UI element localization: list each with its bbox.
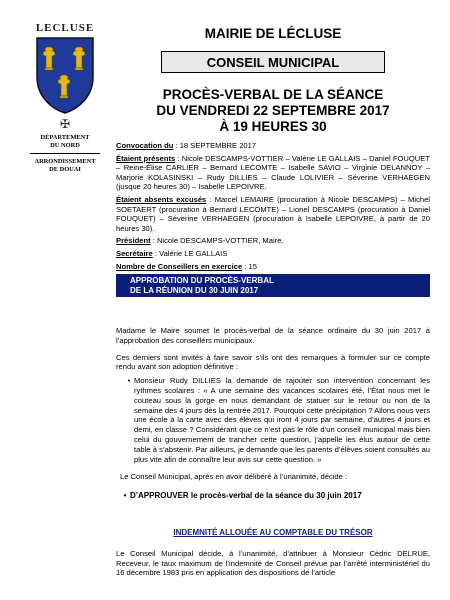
president: Président : Nicole DESCAMPS-VOTTIER, Maire. <box>116 236 284 246</box>
section-heading-approbation: APPROBATION DU PROCÈS-VERBAL DE LA RÉUNION DU 30 JUIN 2017 <box>116 274 430 297</box>
paragraph: Ces derniers sont invités à faire savoir s’ils ont des remarques à formuler sur ce compte rendu avant son adoption définitive : <box>116 352 430 372</box>
department-label: DÉPARTEMENT DU NORD <box>40 134 90 149</box>
conseil-municipal-box: CONSEIL MUNICIPAL <box>161 51 385 73</box>
section-heading-indemnite: INDEMNITÉ ALLOUÉE AU COMPTABLE DU TRÉSOR <box>173 528 373 537</box>
section-approbation-body <box>116 326 430 501</box>
section-indemnite <box>116 528 430 578</box>
list-item-text: Monsieur Rudy DILLIES la demande de rajouter son intervention concernant les rythmes scolaires : « A une semaine des vacances scolaires été, l’État nous met le couteau sous la gorge en nous demandant de statuer sur le retour ou non de la semaine des 4 jours dès la rentrée 2017. Pourquoi cette précipitation ? Allons nous vers une école à la carte avec des élèves qui iront 4 jours par semaine, d’autres 4 jours et demi, en classe ? Considérant que ce n’est pas le rôle d’un conseil municipal mais bien celui du gouvernement de trancher cette question, j’appelle les élus autour de cette table à s’abstenir. Par ailleurs, je demande que les parents d’élèves soient consultés au plus vite afin de connaître leur avis sur cette question. » <box>134 376 430 464</box>
decision-text: D’APPROUVER le procès-verbal de la séance du 30 juin 2017 <box>130 491 362 501</box>
cross-icon: ✠ <box>59 117 71 131</box>
mairie-title: MAIRIE DE LÉCLUSE <box>204 26 342 41</box>
presents: Étaient présents : Nicole DESCAMPS-VOTTIER – Valérie LE GALLAIS – Daniel FOUQUET – Reine-Élise CARLIER – Bernard LECOMTE – Isabelle SAVIO – Virginie DELANNOY – Marjorie KOLASINSKI – Rudy DILLIES – Claude LOLIVIER – Séverine VERHAEGEN (jusque 20 heures 30) – Isabelle LEPOIVRE. <box>116 153 430 192</box>
divider <box>30 153 100 154</box>
main-header <box>116 22 430 297</box>
paragraph: Le Conseil Municipal, après en avoir délibéré à l’unanimité, décide : <box>120 472 348 482</box>
bullet-icon: • <box>127 376 131 386</box>
meeting-metadata <box>116 141 430 271</box>
absents-excuses: Étaient absents excusés : Marcel LEMAIRE (procuration à Nicole DESCAMPS) – Michel SOETAERT (procuration à Bernard LECOMTE) – Lionel DESCAMPS (procuration à Daniel FOUQUET) – Séverine VERHAEGEN (procuration à Isabelle LEPOIVRE, à partir de 20 heures 30). <box>116 194 430 233</box>
crest-name: LECLUSE <box>35 22 95 34</box>
arrondissement-label: ARRONDISSEMENT DE DOUAI <box>34 158 96 173</box>
secretaire: Secrétaire : Valérie LE GALLAIS <box>116 248 228 258</box>
nombre-conseillers: Nombre de Conseillers en exercice : 15 <box>116 261 257 271</box>
coat-of-arms-icon <box>34 35 96 115</box>
paragraph: Madame le Maire soumet le procès-verbal de la séance ordinaire du 30 juin 2017 à l’approbation des conseillers municipaux. <box>116 326 430 345</box>
pv-title: PROCÈS-VERBAL DE LA SÉANCE DU VENDREDI 22 SEPTEMBRE 2017 À 19 HEURES 30 <box>156 87 390 134</box>
sidebar <box>20 22 110 173</box>
bullet-icon: • <box>123 491 127 501</box>
convocation: Convocation du : 18 SEPTEMBRE 2017 <box>116 141 257 150</box>
paragraph: Le Conseil Municipal décide, à l’unanimité, d’attribuer à Monsieur Cédric DELRUE, Receveur, le taux maximum de l’indemnité de Conseil prévue par l’arrêté interministériel du 16 décembre 1983 pris en application des dispositions de l’article <box>116 548 430 578</box>
list-item <box>116 376 430 464</box>
decision-item <box>116 491 430 501</box>
